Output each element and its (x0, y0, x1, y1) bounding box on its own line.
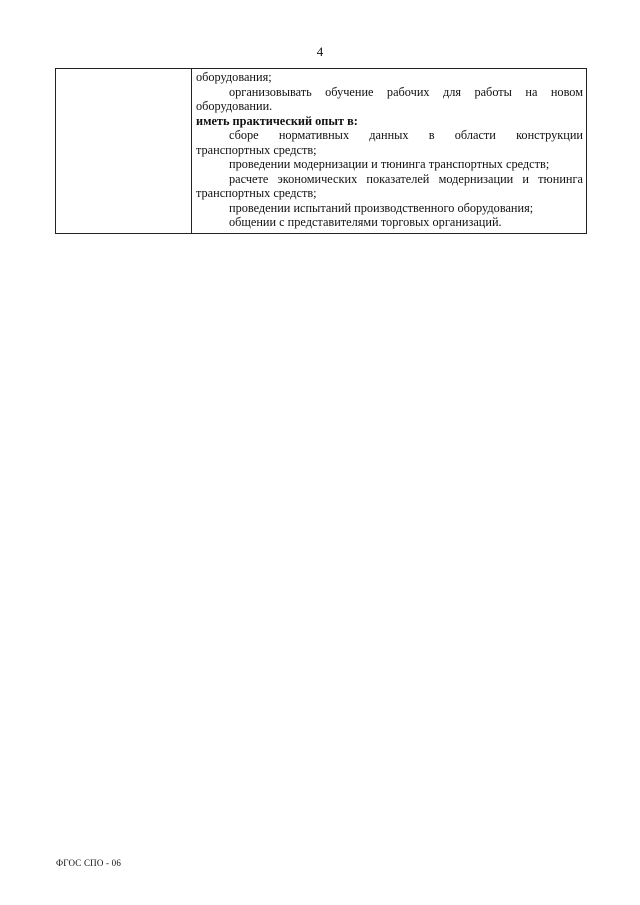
table-line: проведении испытаний производственного оборудования; (229, 200, 534, 215)
table-line: организовывать обучение рабочих для работы на новом (229, 84, 583, 99)
content-table (55, 68, 587, 234)
document-footer: ФГОС СПО - 06 (56, 858, 122, 868)
table-line: проведении модернизации и тюнинга транспортных средств; (229, 157, 550, 171)
table-line: оборудования; (196, 70, 272, 84)
table-line: транспортных средств; (196, 186, 317, 200)
page-number: 4 (316, 44, 324, 59)
table-line: расчете экономических показателей модернизации и тюнинга (229, 171, 583, 186)
table-right-cell (192, 69, 586, 233)
table-line: транспортных средств; (196, 142, 317, 157)
section-heading: иметь практический опыт в: (196, 113, 358, 128)
table-line: оборудовании. (196, 99, 273, 113)
table-line: сборе нормативных данных в области конструкции (229, 128, 583, 142)
table-left-cell (56, 69, 192, 233)
table-line: общении с представителями торговых организаций. (229, 215, 502, 229)
